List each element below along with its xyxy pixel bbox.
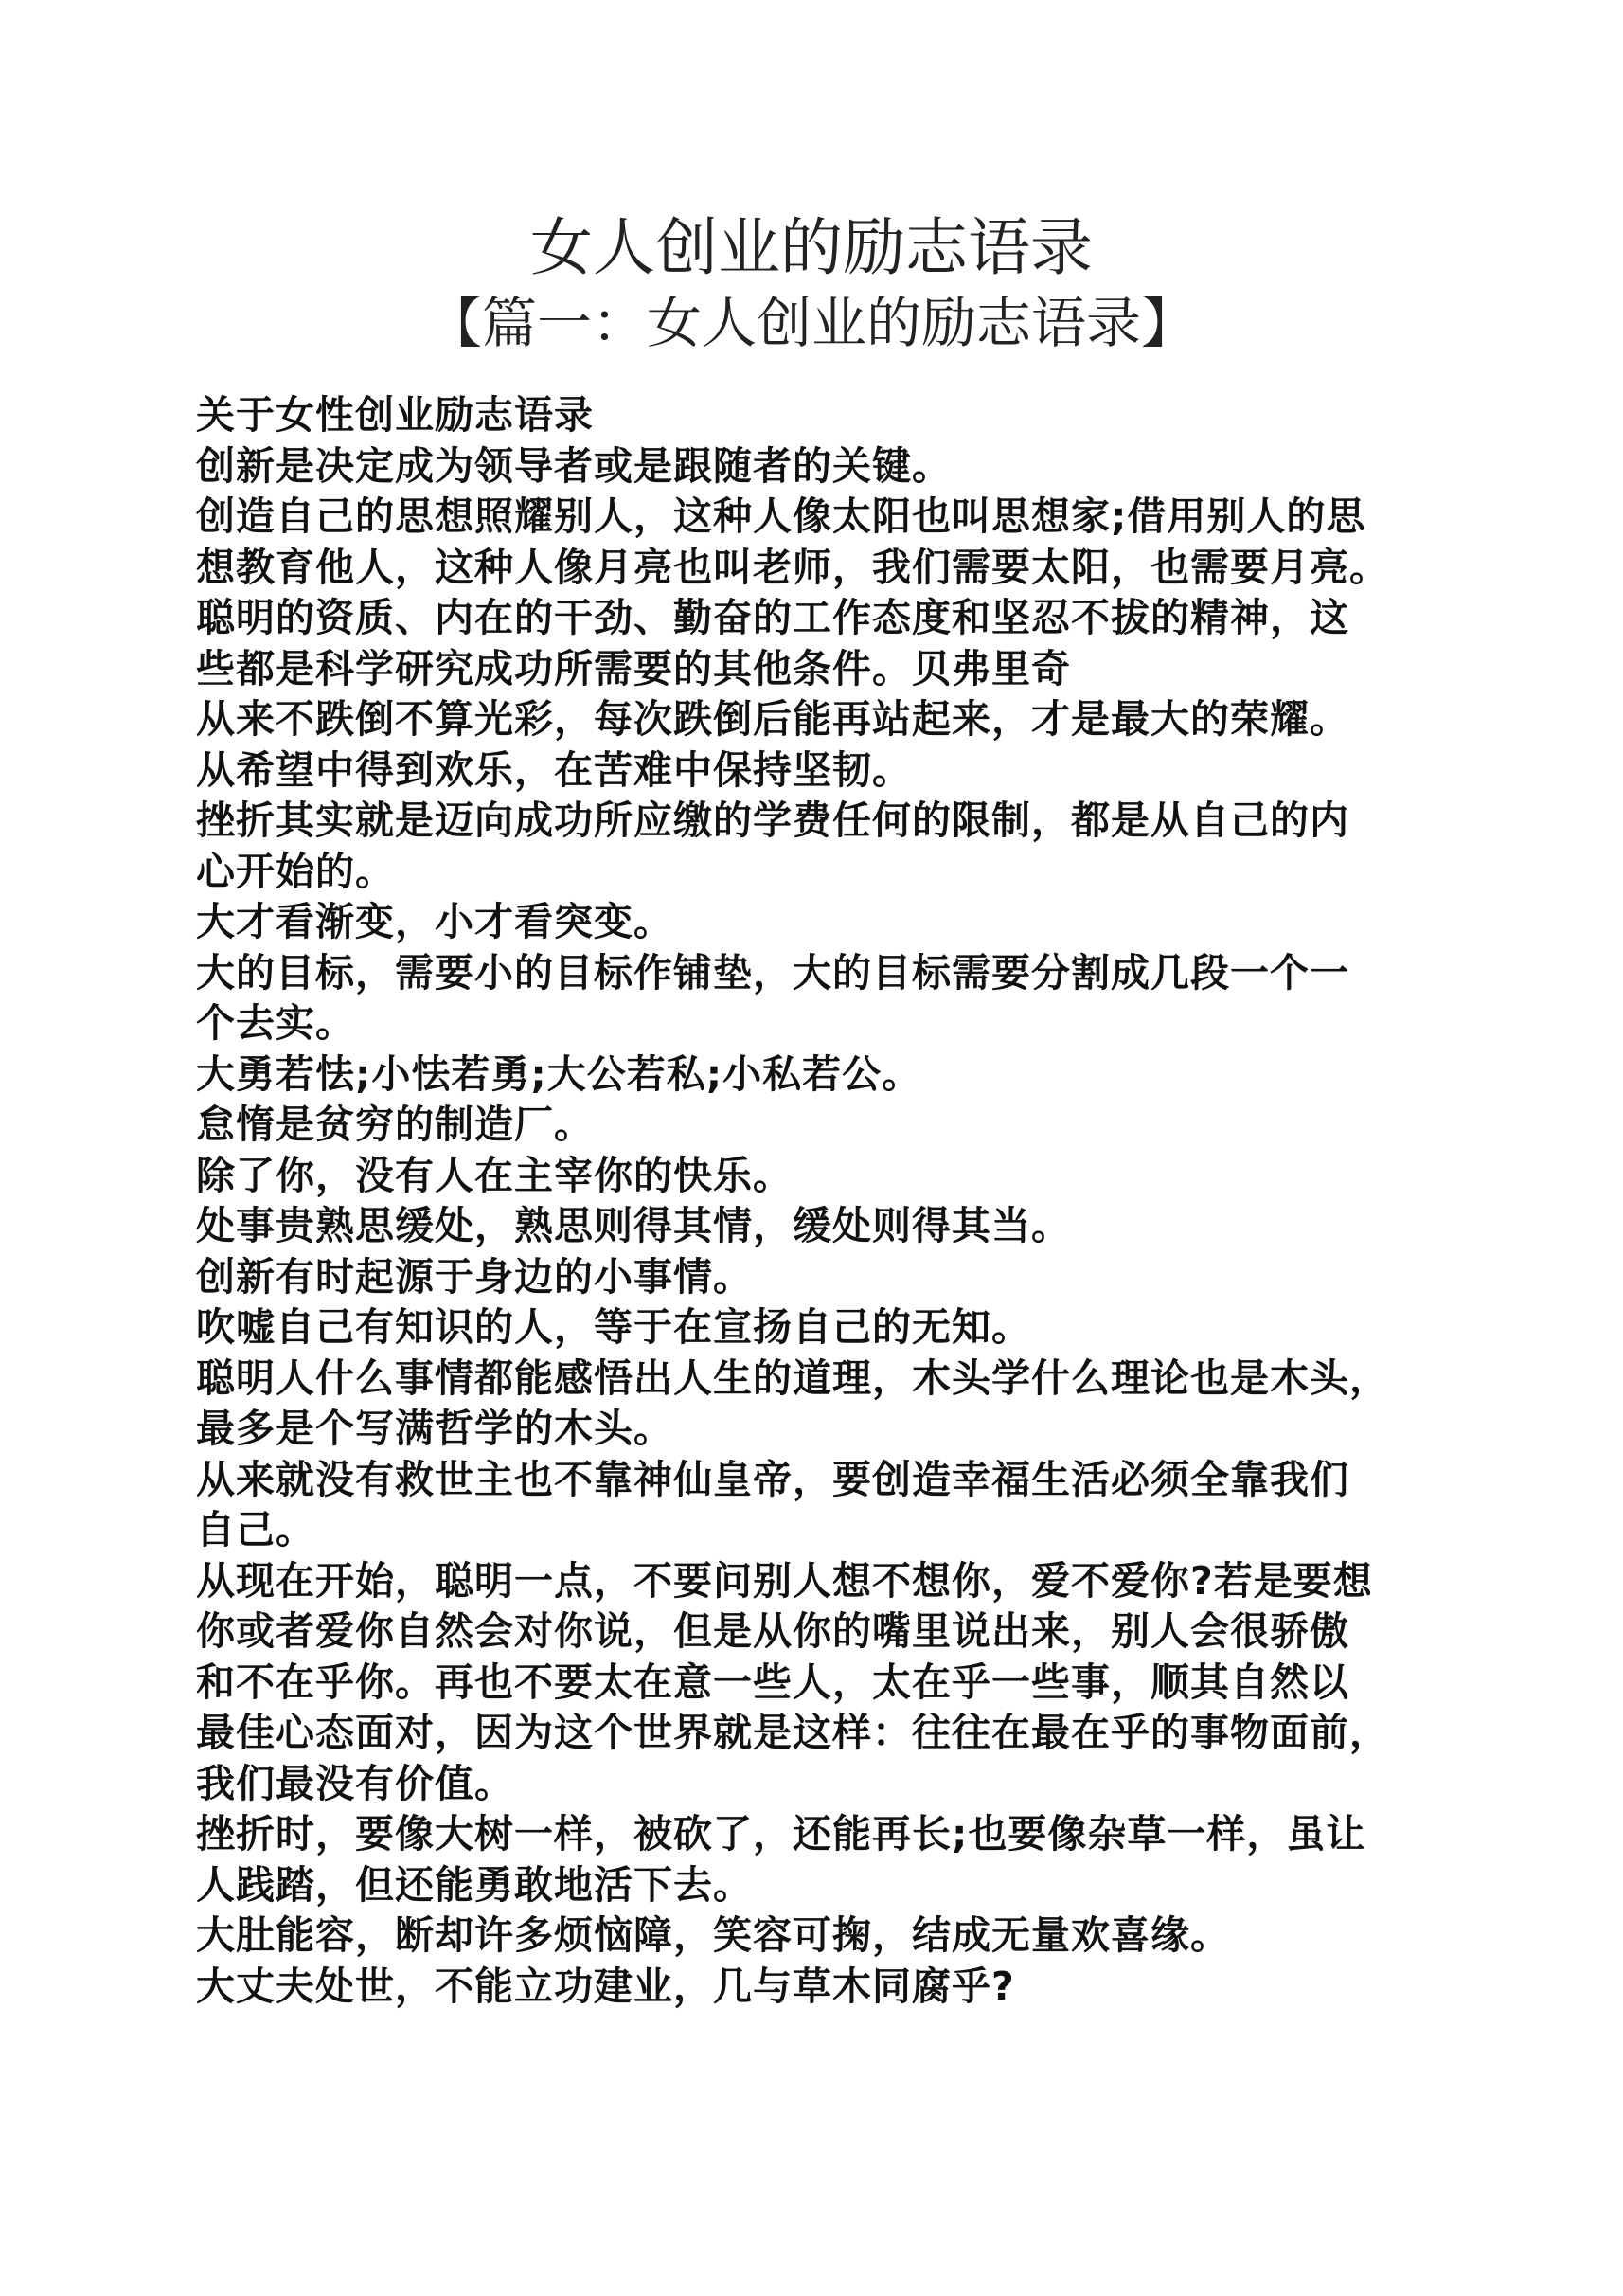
document-body [196,390,1522,2012]
text-line: 大勇若怯;小怯若勇;大公若私;小私若公。 [196,1050,922,1097]
text-line: 聪明的资质、内在的干劲、勤奋的工作态度和坚忍不拔的精神，这 [196,595,1349,640]
text-line: 挫折其实就是迈向成功所应缴的学费任何的限制，都是从自己的内 [196,798,1349,843]
text-line: 吹嘘自己有知识的人，等于在宣扬自己的无知。 [196,1304,1031,1350]
text-line: 大丈夫处世，不能立功建业，几与草木同腐乎? [196,1963,1015,2009]
text-line: 创新有时起源于身边的小事情。 [196,1253,753,1300]
text-line: 人践踏，但还能勇敢地活下去。 [196,1861,753,1908]
text-line: 自己。 [196,1507,315,1552]
text-line: 想教育他人，这种人像月亮也叫老师，我们需要太阳，也需要月亮。 [196,544,1389,590]
section-heading: 【篇一：女人创业的励志语录】 [426,291,1196,355]
text-line: 心开始的。 [196,848,395,894]
text-line: 聪明人什么事情都能感悟出人生的道理，木头学什么理论也是木头， [196,1354,1389,1401]
text-line: 个去实。 [196,1000,355,1046]
body-heading: 关于女性创业励志语录 [196,392,594,438]
text-line: 除了你，没有人在主宰你的快乐。 [196,1152,793,1198]
text-line: 大才看渐变，小才看突变。 [196,899,673,944]
text-line: 从来就没有救世主也不靠神仙皇帝，要创造幸福生活必须全靠我们 [196,1456,1349,1502]
text-line: 最佳心态面对，因为这个世界就是这样：往往在最在乎的事物面前， [196,1710,1389,1755]
text-line: 创造自己的思想照耀别人，这种人像太阳也叫思想家;借用别人的思 [196,493,1366,539]
text-line: 挫折时，要像大树一样，被砍了，还能再长;也要像杂草一样，虽让 [196,1811,1366,1857]
text-line: 最多是个写满哲学的木头。 [196,1406,673,1451]
text-line: 处事贵熟思缓处，熟思则得其情，缓处则得其当。 [196,1203,1071,1248]
text-line: 从来不跌倒不算光彩，每次跌倒后能再站起来，才是最大的荣耀。 [196,696,1349,742]
text-line: 从现在开始，聪明一点，不要问别人想不想你，爱不爱你?若是要想 [196,1557,1373,1604]
text-line: 和不在乎你。再也不要太在意一些人，太在乎一些事，顺其自然以 [196,1659,1349,1705]
document-title: 女人创业的励志语录 [530,211,1093,284]
text-line: 你或者爱你自然会对你说，但是从你的嘴里说出来，别人会很骄傲 [196,1608,1349,1654]
text-line: 创新是决定成为领导者或是跟随者的关键。 [196,442,952,489]
text-line: 些都是科学研究成功所需要的其他条件。贝弗里奇 [196,645,1071,691]
text-line: 大肚能容，断却许多烦恼障，笑容可掬，结成无量欢喜缘。 [196,1912,1230,1958]
text-line: 从希望中得到欢乐，在苦难中保持坚韧。 [196,746,912,793]
text-line: 大的目标，需要小的目标作铺垫，大的目标需要分割成几段一个一 [196,949,1349,996]
text-line: 怠惰是贫穷的制造厂。 [196,1102,594,1147]
text-line: 我们最没有价值。 [196,1760,514,1806]
